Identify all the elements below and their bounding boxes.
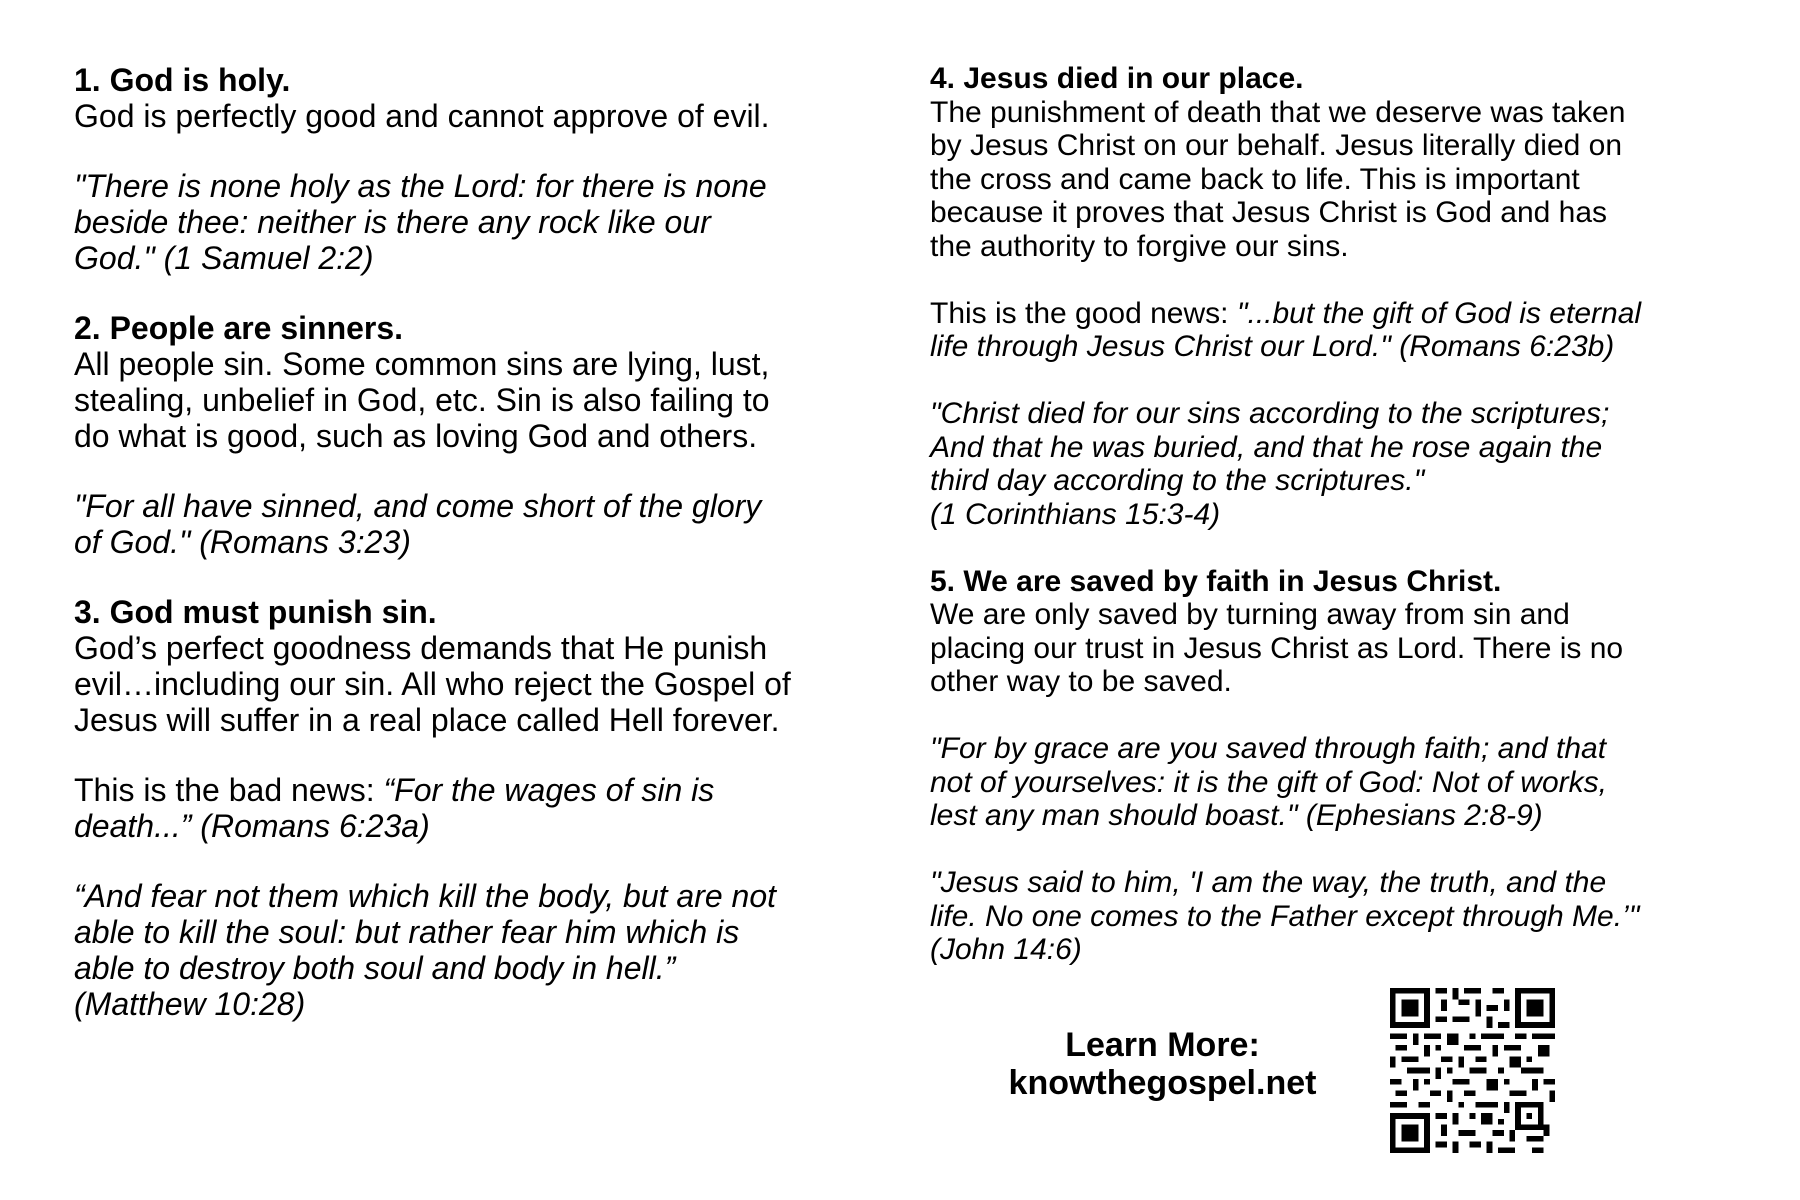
learn-more (975, 1026, 1350, 1102)
scripture-quote: "Christ died for our sins according to the scriptures; And that he was buried, and that he rose again the third day according to the scriptures." (1 Corinthians 15:3-4) (930, 397, 1610, 531)
website-link[interactable]: knowthegospel.net (1008, 1064, 1317, 1102)
scripture-quote: "There is none holy as the Lord: for there is none beside thee: neither is there any rock like our God." (1 Samuel 2:2) (74, 168, 767, 276)
section-jesus-died (930, 62, 1750, 263)
section-body: The punishment of death that we deserve was taken by Jesus Christ on our behalf. Jesus literally died on the cross and came back to life. This is important because it proves that Jesus Christ is God and has the authority to forgive our sins. (930, 95, 1626, 263)
section-heading: 2. People are sinners. (74, 310, 404, 346)
good-news-prefix: This is the good news: (930, 296, 1237, 330)
section-body: God is perfectly good and cannot approve of evil. (74, 98, 770, 134)
section-body: We are only saved by turning away from sin and placing our trust in Jesus Christ as Lord. There is no other way to be saved. (930, 598, 1624, 698)
learn-more-label: Learn More: (1065, 1026, 1260, 1064)
scripture-quote: "Jesus said to him, 'I am the way, the truth, and the life. No one comes to the Father except through Me.’" (John 14:6) (930, 866, 1640, 966)
section-body: God’s perfect goodness demands that He punish evil…including our sin. All who reject the Gospel of Jesus will suffer in a real place called Hell forever. (74, 630, 791, 738)
section-saved-by-faith (930, 565, 1750, 699)
bad-news-line (74, 772, 894, 844)
bad-news-quote: “For the wages of sin is death...” (Romans 6:23a) (74, 772, 715, 844)
section-heading: 3. God must punish sin. (74, 594, 437, 630)
section-people-are-sinners (74, 310, 894, 454)
section-heading: 4. Jesus died in our place. (930, 62, 1304, 95)
qr-code-icon[interactable] (1390, 988, 1555, 1153)
section-god-is-holy (74, 62, 894, 134)
section-body: All people sin. Some common sins are lying, lust, stealing, unbelief in God, etc. Sin is also failing to do what is good, such as loving God and others. (74, 346, 770, 454)
section-heading: 1. God is holy. (74, 62, 291, 98)
left-column (74, 62, 894, 1022)
bad-news-prefix: This is the bad news: (74, 772, 384, 808)
right-column (930, 62, 1750, 967)
section-heading: 5. We are saved by faith in Jesus Christ. (930, 564, 1502, 598)
section-god-must-punish-sin (74, 594, 894, 738)
scripture-quote: "For all have sinned, and come short of the glory of God." (Romans 3:23) (74, 488, 762, 560)
scripture-quote: "For by grace are you saved through faith; and that not of yourselves: it is the gift of God: Not of works, lest any man should boast." (Ephesians 2:8-9) (930, 732, 1607, 832)
scripture-quote: “And fear not them which kill the body, but are not able to kill the soul: but rather fear him which is able to destroy both soul and body in hell.” (Matthew 10:28) (74, 878, 777, 1022)
good-news-quote: "...but the gift of God is eternal life through Jesus Christ our Lord." (Romans 6:23b) (930, 296, 1642, 363)
good-news-line (930, 297, 1750, 364)
